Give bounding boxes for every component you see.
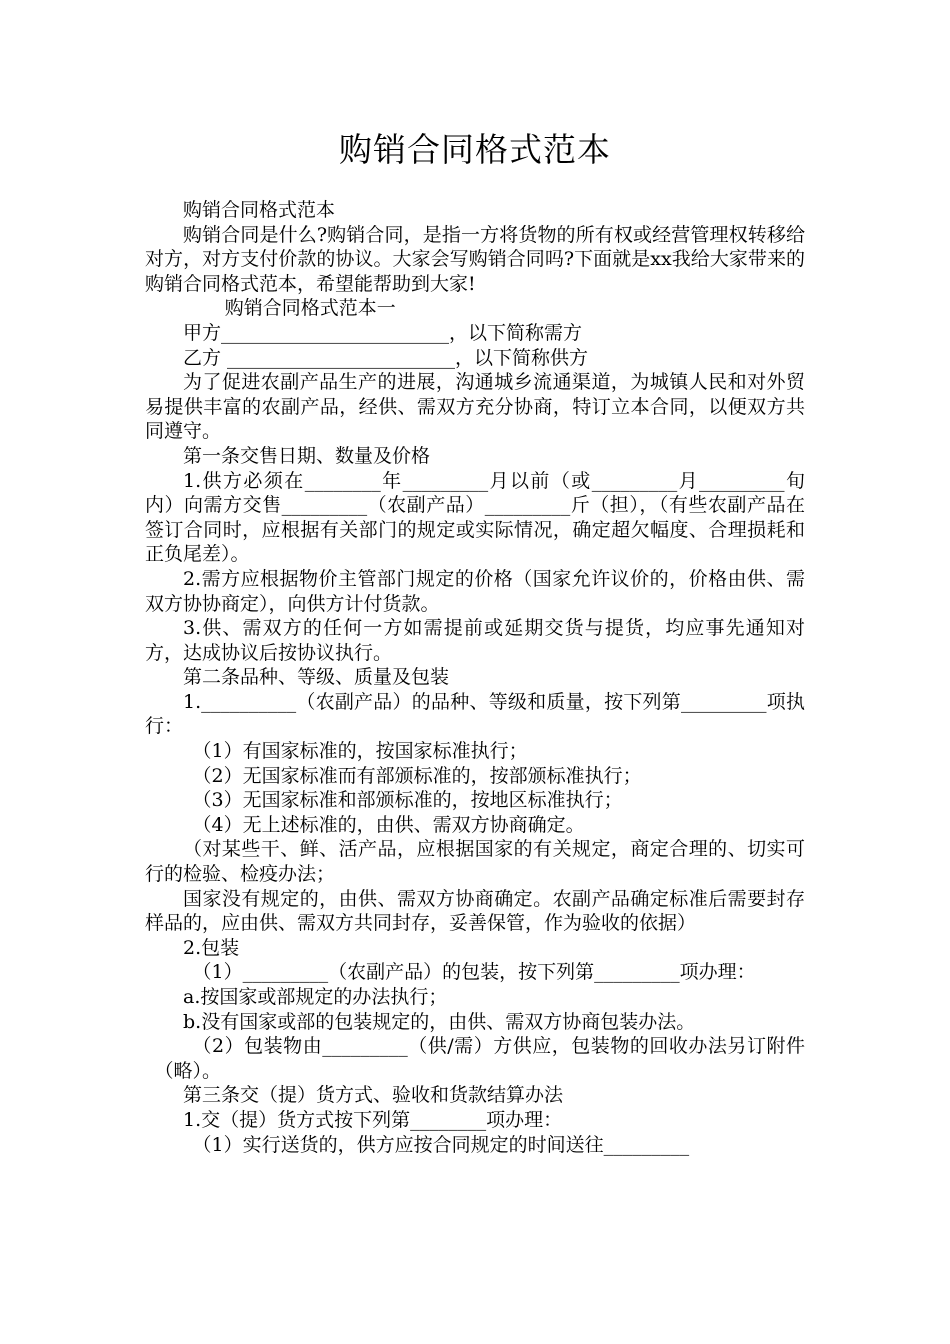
paragraph-clause: 3.供、需双方的任何一方如需提前或延期交货与提货，均应事先通知对方，达成协议后按协议执行。 — [145, 617, 805, 664]
paragraph-subheading: 购销合同格式范本一 — [224, 297, 396, 320]
paragraph-article-2: 第二条品种、等级、质量及包装 — [183, 666, 450, 689]
paragraph-note: （对某些干、鲜、活产品，应根据国家的有关规定，商定合理的、切实可行的检验、检疫办法； — [145, 838, 805, 886]
page-title: 购销合同格式范本 — [339, 130, 611, 169]
paragraph-item: （1）_________（农副产品）的包装，按下列第_________项办理： — [192, 961, 756, 984]
paragraph-item: （1）实行送货的，供方应按合同规定的时间送往_________ — [192, 1133, 690, 1156]
paragraph-item: （4）无上述标准的，由供、需双方协商确定。 — [192, 813, 585, 836]
paragraph-clause: 2.需方应根据物价主管部门规定的价格（国家允许议价的，价格由供、需双方协协商定），向供方计付货款。 — [145, 567, 805, 615]
paragraph-packaging: 2.包装 — [183, 936, 240, 959]
paragraph-heading: 购销合同格式范本 — [183, 199, 336, 221]
paragraph-party-b: 乙方 ________________________，以下简称供方 — [183, 346, 589, 369]
paragraph-clause: 1.供方必须在________年_________月以前（或_________月_________旬内）向需方交售_________（农副产品）_________斤（担），（有些农副产品在签订合同时，应根据有关部门的规定或实际情况，确定超欠幅度、合理损耗和正负尾差）。 — [145, 469, 805, 566]
paragraph-article-3: 第三条交（提）货方式、验收和货款结算办法 — [183, 1084, 564, 1107]
paragraph-clause: 1.__________（农副产品）的品种、等级和质量，按下列第_________项执行： — [145, 690, 805, 738]
paragraph-item: （3）无国家标准和部颁标准的，按地区标准执行； — [192, 789, 623, 812]
paragraph-party-a: 甲方________________________，以下简称需方 — [183, 321, 583, 344]
paragraph-purpose: 为了促进农副产品生产的进展，沟通城乡流通渠道，为城镇人民和对外贸易提供丰富的农副产品，经供、需双方充分协商，特订立本合同，以便双方共同遵守。 — [145, 371, 805, 443]
paragraph-option: b.没有国家或部的包装规定的，由供、需双方协商包装办法。 — [183, 1010, 696, 1033]
paragraph-item: （2）无国家标准而有部颁标准的，按部颁标准执行； — [192, 764, 642, 787]
paragraph-note: 国家没有规定的，由供、需双方协商确定。农副产品确定标准后需要封存样品的，应由供、需双方共同封存，妥善保管，作为验收的依据） — [145, 887, 805, 935]
paragraph-clause: 1.交（提）货方式按下列第________项办理： — [183, 1108, 563, 1131]
document-body — [145, 198, 805, 1157]
paragraph-option: a.按国家或部规定的办法执行； — [183, 986, 448, 1008]
paragraph-item: （1）有国家标准的，按国家标准执行； — [192, 740, 528, 763]
paragraph-article-1: 第一条交售日期、数量及价格 — [183, 444, 431, 467]
paragraph-intro: 购销合同是什么?购销合同，是指一方将货物的所有权或经营管理权转移给对方，对方支付价款的协议。大家会写购销合同吗?下面就是xx我给大家带来的购销合同格式范本，希望能帮助到大家! — [145, 223, 805, 295]
paragraph-item: （2）包装物由_________（供/需）方供应，包装物的回收办法另订附件（略）。 — [154, 1035, 805, 1082]
